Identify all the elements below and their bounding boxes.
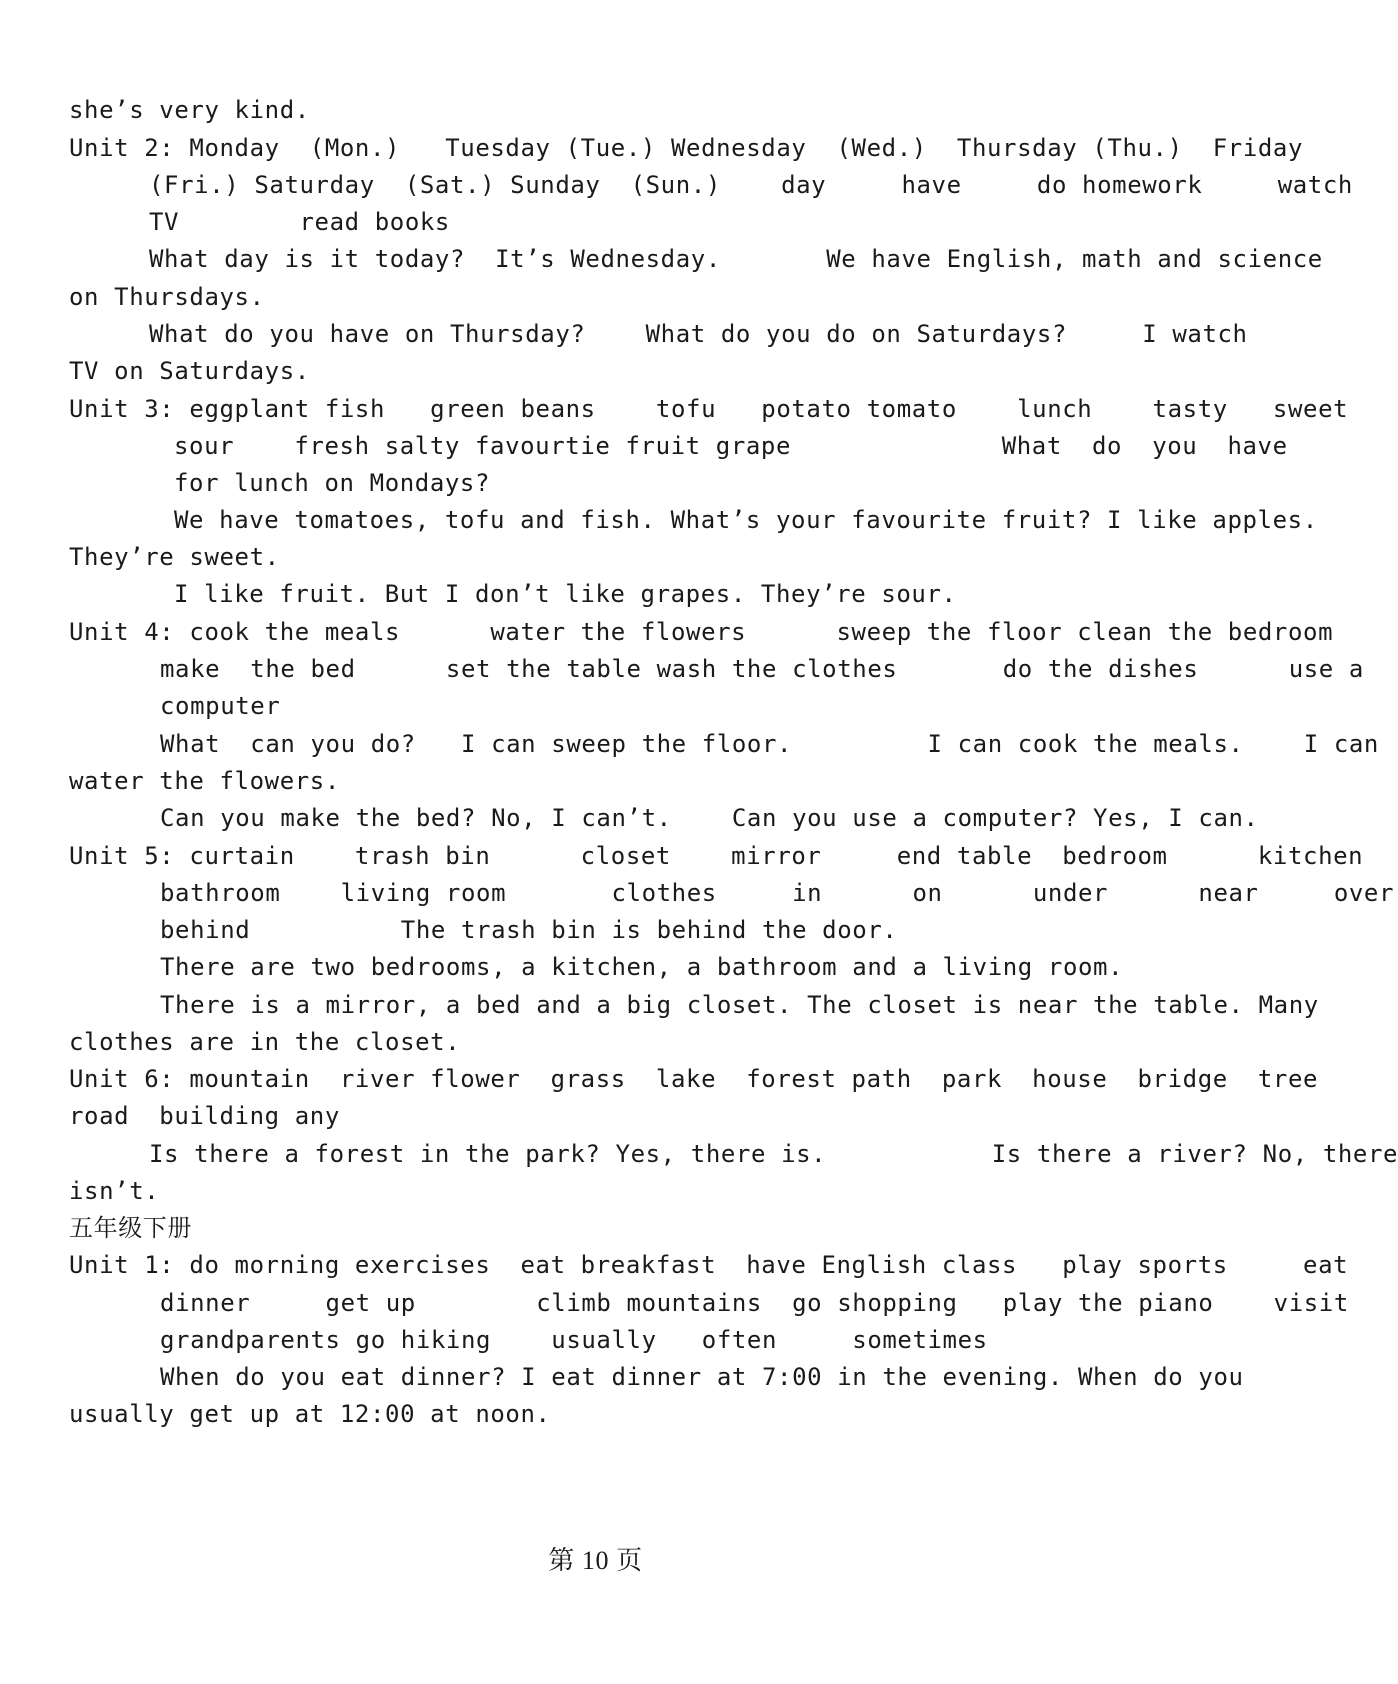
text-line: grandparents go hiking usually often sometimes <box>160 1326 988 1354</box>
text-line: (Fri.) Saturday (Sat.) Sunday (Sun.) day have do homework watch <box>149 171 1353 199</box>
text-line: Can you make the bed? No, I can’t. Can you use a computer? Yes, I can. <box>160 804 1259 832</box>
page-number: 第 10 页 <box>548 1546 643 1575</box>
unit-5-heading: Unit 5: curtain trash bin closet mirror end table bedroom kitchen <box>69 842 1364 870</box>
text-line: We have tomatoes, tofu and fish. What’s your favourite fruit? I like apples. <box>174 506 1318 534</box>
text-line: dinner get up climb mountains go shopping play the piano visit <box>160 1289 1349 1317</box>
unit-4-heading: Unit 4: cook the meals water the flowers sweep the floor clean the bedroom <box>69 618 1334 646</box>
text-line: What do you have on Thursday? What do you do on Saturdays? I watch <box>149 320 1248 348</box>
unit-2-heading: Unit 2: Monday (Mon.) Tuesday (Tue.) Wednesday (Wed.) Thursday (Thu.) Friday <box>69 134 1304 162</box>
text-line: There are two bedrooms, a kitchen, a bathroom and a living room. <box>160 953 1124 981</box>
section-heading: 五年级下册 <box>69 1214 192 1242</box>
text-line: Is there a forest in the park? Yes, there is. Is there a river? No, there <box>149 1140 1398 1168</box>
text-line: TV on Saturdays. <box>69 357 310 385</box>
text-line: make the bed set the table wash the clothes do the dishes use a <box>160 655 1364 683</box>
text-line: for lunch on Mondays? <box>174 469 491 497</box>
text-line: computer <box>160 692 281 720</box>
text-line: I like fruit. But I don’t like grapes. They’re sour. <box>174 580 957 608</box>
text-line: TV read books <box>149 208 450 236</box>
text-line: on Thursdays. <box>69 283 265 311</box>
text-line: What day is it today? It’s Wednesday. We have English, math and science <box>149 245 1323 273</box>
unit-3-heading: Unit 3: eggplant fish green beans tofu potato tomato lunch tasty sweet <box>69 395 1349 423</box>
text-line: water the flowers. <box>69 767 340 795</box>
unit-6-heading: Unit 6: mountain river flower grass lake forest path park house bridge tree <box>69 1065 1319 1093</box>
text-line: behind The trash bin is behind the door. <box>160 916 898 944</box>
text-line: They’re sweet. <box>69 543 280 571</box>
text-line: clothes are in the closet. <box>69 1028 461 1056</box>
text-line: There is a mirror, a bed and a big closet. The closet is near the table. Many <box>160 991 1319 1019</box>
text-line: she’s very kind. <box>69 96 310 124</box>
text-line: When do you eat dinner? I eat dinner at 7:00 in the evening. When do you <box>160 1363 1244 1391</box>
text-line: sour fresh salty favourtie fruit grape What do you have <box>174 432 1288 460</box>
text-line: What can you do? I can sweep the floor. I can cook the meals. I can <box>160 730 1379 758</box>
unit-1-heading: Unit 1: do morning exercises eat breakfast have English class play sports eat <box>69 1251 1349 1279</box>
text-line: isn’t. <box>69 1177 160 1205</box>
text-line: usually get up at 12:00 at noon. <box>69 1400 551 1428</box>
text-line: bathroom living room clothes in on under near over <box>160 879 1395 907</box>
text-line: road building any <box>69 1102 340 1130</box>
